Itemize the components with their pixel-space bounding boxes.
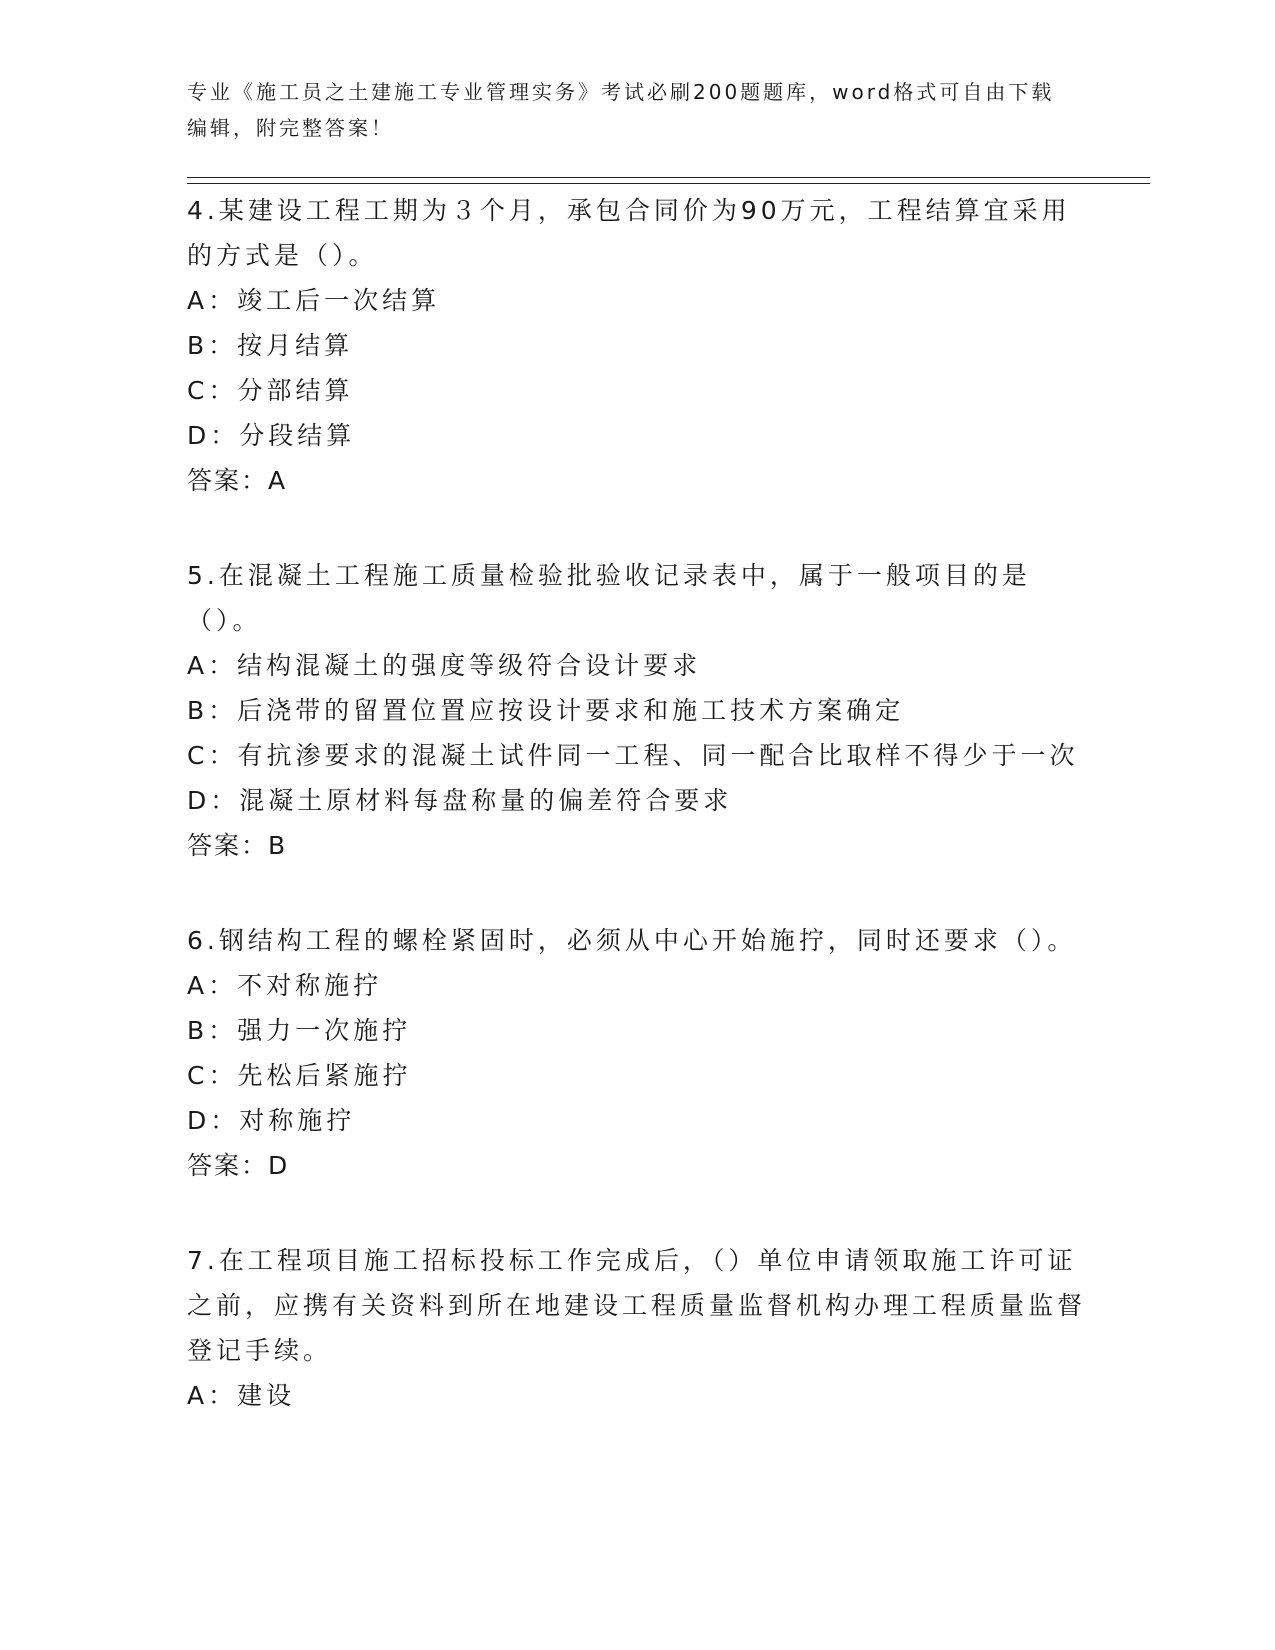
option-b: B：强力一次施拧 xyxy=(187,1016,412,1045)
spacer xyxy=(187,503,1087,553)
option-c: C：先松后紧施拧 xyxy=(187,1061,412,1090)
question-text: 7.在工程项目施工招标投标工作完成后，（）单位申请领取施工许可证之前，应携有关资料到所在地建设工程质量监督机构办理工程质量监督登记手续。 xyxy=(187,1246,1087,1365)
option-b: B：后浇带的留置位置应按设计要求和施工技术方案确定 xyxy=(187,696,905,725)
question-text: 6.钢结构工程的螺栓紧固时，必须从中心开始施拧，同时还要求（）。 xyxy=(187,926,1077,955)
option-b: B：按月结算 xyxy=(187,331,354,360)
option-a: A：建设 xyxy=(187,1381,296,1410)
question-4 xyxy=(187,188,1087,503)
question-text: 5.在混凝土工程施工质量检验批验收记录表中，属于一般项目的是（）。 xyxy=(187,561,1031,635)
header-divider-top xyxy=(187,177,1150,178)
option-d: D：对称施拧 xyxy=(187,1106,356,1135)
document-header: 专业《施工员之土建施工专业管理实务》考试必刷200题题库，word格式可自由下载编辑，附完整答案！ xyxy=(187,80,1055,140)
spacer xyxy=(187,868,1087,918)
option-a: A：结构混凝土的强度等级符合设计要求 xyxy=(187,651,702,680)
header-divider-bottom xyxy=(187,183,1150,184)
option-a: A：不对称施拧 xyxy=(187,971,383,1000)
option-a: A：竣工后一次结算 xyxy=(187,286,441,315)
question-5 xyxy=(187,553,1087,868)
answer: 答案：A xyxy=(187,466,288,495)
option-c: C：分部结算 xyxy=(187,376,354,405)
answer: 答案：D xyxy=(187,1151,290,1180)
question-list xyxy=(187,188,1087,1418)
spacer xyxy=(187,1188,1087,1238)
option-d: D：混凝土原材料每盘称量的偏差符合要求 xyxy=(187,786,733,815)
option-d: D：分段结算 xyxy=(187,421,356,450)
answer: 答案：B xyxy=(187,831,288,860)
question-text: 4.某建设工程工期为３个月，承包合同价为90万元，工程结算宜采用的方式是（）。 xyxy=(187,196,1071,270)
question-7 xyxy=(187,1238,1087,1418)
option-c: C：有抗渗要求的混凝土试件同一工程、同一配合比取样不得少于一次 xyxy=(187,741,1079,770)
question-6 xyxy=(187,918,1087,1188)
